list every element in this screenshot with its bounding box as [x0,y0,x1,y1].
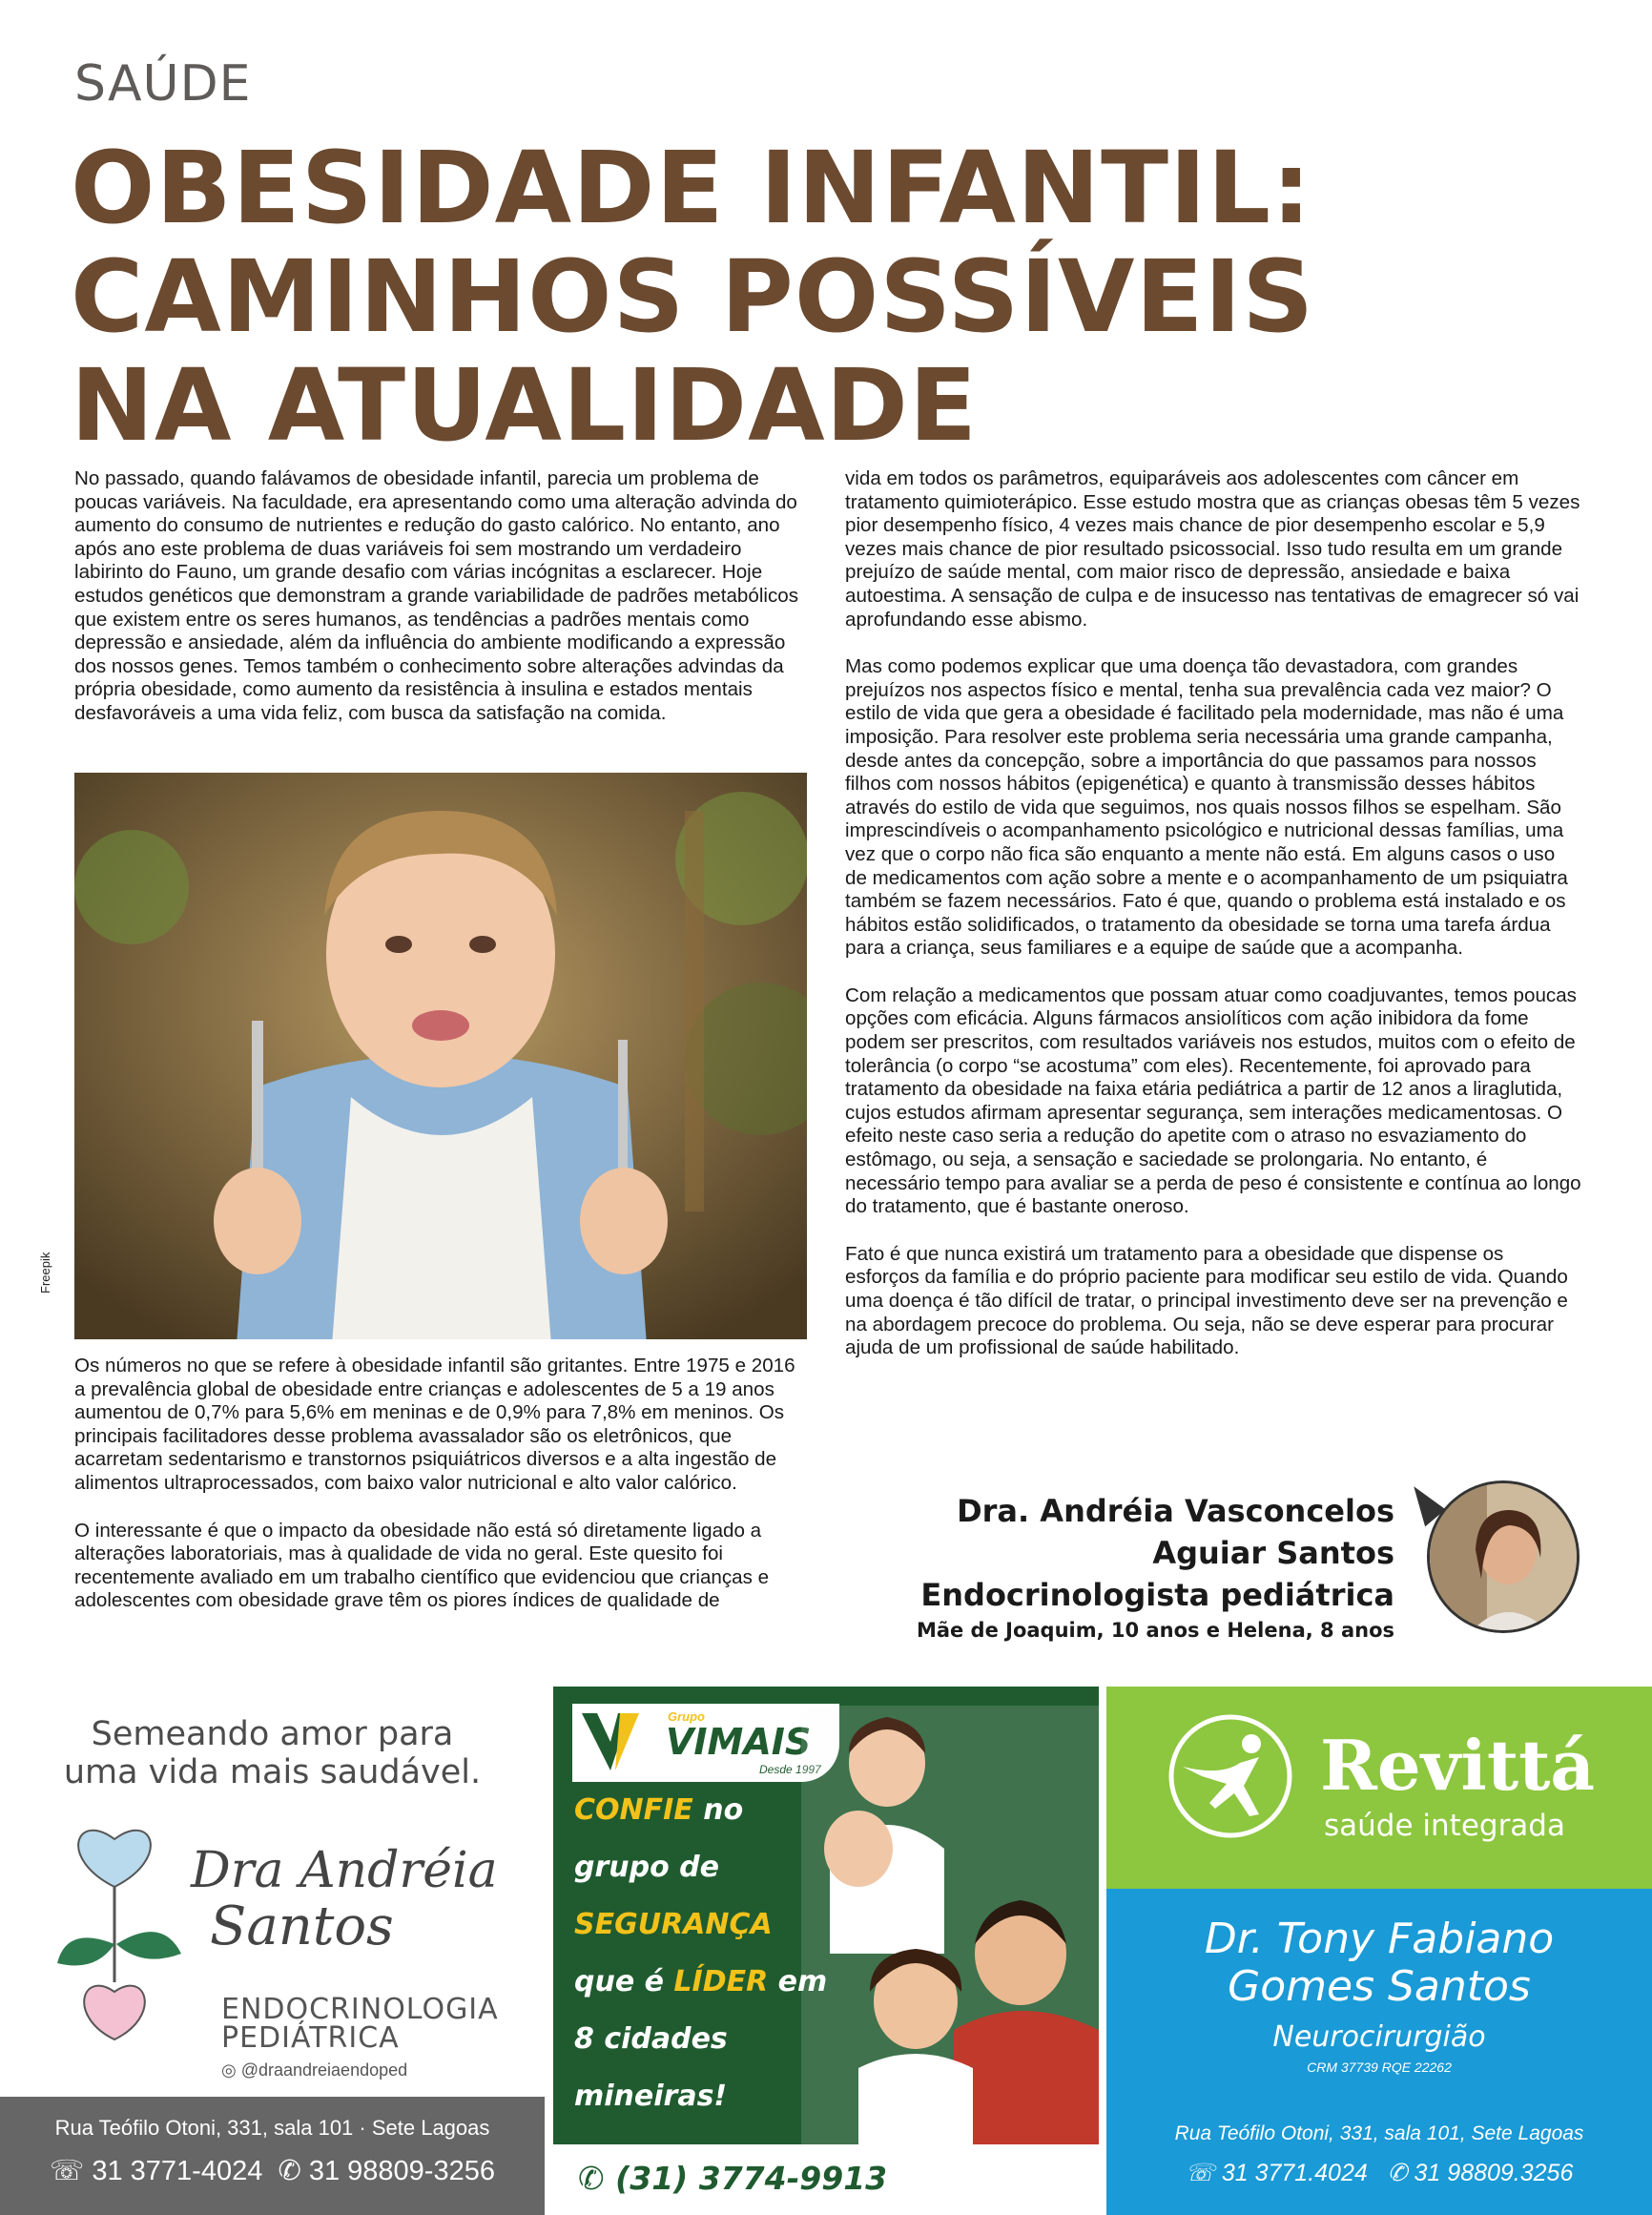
article-column-right [845,467,1581,1384]
ad1-phones [0,2154,545,2187]
ad3-address: Rua Teófilo Otoni, 331, sala 101, Sete Lagoas [1174,2122,1584,2144]
ad3-whatsapp[interactable]: 31 98809.3256 [1414,2160,1574,2186]
ad3-specialty: Neurocirurgião [1272,2020,1486,2054]
ad2-highlight: LÍDER [673,1965,769,1998]
paragraph: No passado, quando falávamos de obesidade infantil, parecia um problema de poucas variáveis. Na faculdade, era apresentando como uma alteração advinda do aumento do consumo de nutrientes e redução do gasto calórico. No entanto, ano após ano este problema de duas variáveis foi sem mostrando um verdadeiro labirinto do Fauno, um grande desafio com várias incógnitas a esclarecer. Hoje estudos genéticos que demonstram a grande variabilidade de padrões metabólicos que existem entre os seres humanos, as tendências a padrões mentais como depressão e ansiedade, além da influência do ambiente modificando a expressão dos nossos genes. Temos também o conhecimento sobre alterações advindas da própria obesidade, como aumento da resistência à insulina e estados mentais desfavoráveis a uma vida feliz, com busca da satisfação na comida. [74,467,799,724]
ad3-brand-sub: saúde integrada [1324,1809,1565,1843]
ad1-tagline-line: Semeando amor para [91,1715,454,1753]
ad-grupo-vimais[interactable] [553,1687,1099,2215]
ad3-brand-panel [1106,1687,1652,1889]
ad-dra-andreia[interactable] [0,1687,545,2215]
ad2-highlight: CONFIE [574,1793,693,1827]
ad1-address: Rua Teófilo Otoni, 331, sala 101 · Sete Lagoas [54,2116,490,2140]
section-label: SAÚDE [74,55,252,113]
article-headline [71,130,1315,464]
ad1-specialty [221,1993,499,2055]
ad2-slogan-line: 8 cidades [574,2022,728,2056]
paragraph: Fato é que nunca existirá um tratamento para a obesidade que dispense os esforços da família e do próprio paciente para modificar seu estilo de vida. Quando uma doença é tão difícil de tratar, o principal investimento deve ser na prevenção e na abordagem precoce do problema. Ou seja, não se deve esperar para procurar ajuda de um profissional de saúde habilitado. [845,1242,1568,1359]
child-with-cutlery-photo [74,773,807,1339]
ad2-slogan-text: em [768,1965,828,1998]
article-column-left-bottom [74,1355,807,1637]
ad1-instagram[interactable] [221,2060,407,2080]
svg-text:Santos: Santos [210,1895,394,1957]
article-photo [74,773,807,1339]
advertisement-band [0,1687,1652,2215]
ad3-crm: CRM 37739 RQE 22262 [1307,2060,1452,2075]
ad3-doctor-panel [1106,1889,1652,2215]
headline-line: NA ATUALIDADE [71,347,978,464]
author-name: Aguiar Santos [1152,1535,1394,1571]
author-note: Mãe de Joaquim, 10 anos e Helena, 8 anos [916,1619,1394,1642]
ad2-slogan-text: no [692,1793,744,1827]
ad2-family-photo [801,1706,1099,2215]
whatsapp-icon: ✆ [1387,2160,1408,2186]
ad2-slogan-line: mineiras! [574,2080,728,2113]
article-column-left-top [74,467,807,750]
author-role: Endocrinologista pediátrica [920,1577,1394,1613]
ad1-specialty-line: ENDOCRINOLOGIA [221,1993,499,2026]
ad2-slogan-text: que é [574,1965,674,1998]
ad3-phones [1106,2159,1652,2187]
ad2-slogan-line [574,1782,832,1839]
ad2-slogan-line: grupo de [574,1851,719,1884]
ad2-slogan-line: SEGURANÇA [574,1908,773,1941]
ad-revitta[interactable] [1106,1687,1652,2215]
svg-text:Dra Andréia: Dra Andréia [191,1842,498,1899]
ad1-phone[interactable]: 31 3771-4024 [92,2156,263,2186]
ad1-specialty-line: PEDIÁTRICA [221,2021,400,2055]
ad2-phone-number: (31) 3774-9913 [615,2160,888,2197]
ad2-since: Desde 1997 [759,1763,821,1776]
author-portrait [1430,1483,1580,1633]
ad1-footer [0,2097,545,2215]
ad3-brand-name: Revittá [1320,1725,1595,1806]
ad1-tagline-line: uma vida mais saudável. [63,1753,482,1791]
headline-line: CAMINHOS POSSÍVEIS [71,238,1315,355]
instagram-icon: ◎ [221,2060,241,2080]
paragraph: Os números no que se refere à obesidade infantil são gritantes. Entre 1975 e 2016 a prevalência global de obesidade entre crianças e adolescentes de 5 a 19 anos aumentou de 0,7% para 5,6% em meninas e de 0,9% para 7,8% em meninos. Os principais facilitadores desse problema avassalador são os eletrônicos, que acarretam sedentarismo e transtornos psiquiátricos diversos e a alta ingestão de alimentos ultraprocessados, com baixo valor nutricional e alto valor calórico. [74,1355,795,1494]
ad3-figure-logo-icon [1164,1709,1297,1843]
ad1-instagram-handle: @draandreiaendoped [240,2060,408,2080]
ad2-brand-name: VIMAIS [666,1721,812,1763]
phone-icon: ✆ [578,2160,605,2197]
ad2-slogan [574,1782,832,2125]
ad3-doctor-name [1106,1915,1652,2011]
ad3-doctor-name-line: Dr. Tony Fabiano [1204,1915,1555,1963]
paragraph: Mas como podemos explicar que uma doença tão devastadora, com grandes prejuízos nos aspectos físico e mental, tenha sua prevalência cada vez maior? O estilo de vida que gera a obesidade é facilitado pela modernidade, mas não é uma imposição. Para resolver este problema seria necessária uma grande campanha, desde antes da concepção, sobre a importância do que passamos para nossos filhos com nossos hábitos (epigenética) e quanto à transmissão desses hábitos através do estilo de vida que seguimos, nos quais nossos filhos se espelham. São imprescindíveis o acompanhamento psicológico e nutricional dessas famílias, uma vez que o corpo não fica são enquanto a mente não está. Em alguns casos o uso de medicamentos com ação sobre a mente e o acompanhamento de um psiquiatra também se fazem necessários. Fato é que, quando o problema está instalado e os hábitos estão solidificados, o tratamento da obesidade se torna uma tarefa árdua para a criança, seus familiares e a equipe de saúde que a acompanha. [845,655,1568,960]
author-name: Dra. Andréia Vasconcelos [957,1493,1394,1529]
paragraph: O interessante é que o impacto da obesidade não está só diretamente ligado a alterações laboratoriais, mas à qualidade de vida no geral. Este quesito foi recentemente avaliado em um trabalho científico que evidenciou que crianças e adolescentes com obesidade grave têm os piores índices de qualidade de [74,1519,770,1612]
phone-icon: ☏ [50,2156,85,2186]
author-avatar [1427,1480,1580,1633]
paragraph: vida em todos os parâmetros, equiparáveis aos adolescentes com câncer em tratamento quimioterápico. Esse estudo mostra que as crianças obesas têm 5 vezes pior desempenho físico, 4 vezes mais chance de pior desempenho escolar e 5,9 vezes mais chance de pior resultado psicossocial. Isso tudo resulta em um grande prejuízo de saúde mental, com maior risco de depressão, ansiedade e baixa autoestima. A sensação de culpa e de insucesso nas tentativas de emagrecer só vai aprofundando esse abismo. [845,467,1580,631]
headline-line: OBESIDADE INFANTIL: [71,130,1312,246]
paragraph: Com relação a medicamentos que possam atuar como coadjuvantes, temos poucas opções com eficácia. Alguns fármacos ansiolíticos com ação inibidora da fome podem ser prescritos, com resultados variáveis nos estudos, muitos com o efeito de tolerância (o corpo “se acostuma” com eles). Recentemente, foi aprovado para tratamento da obesidade na faixa etária pediátrica a partir de 12 anos a liraglutida, cujos estudos afirmam apresentar segurança, sem interações medicamentosas. O efeito neste caso seria a redução do apetite com o atraso no esvaziamento do estômago, ou seja, a sensação e saciedade se prolongaria. No entanto, é necessário tempo para avaliar se a perda de peso é consistente e contínua ao longo do tratamento, que é bastante oneroso. [845,983,1581,1218]
ad2-brand-box [572,1704,839,1782]
photo-credit: Freepik [38,1252,52,1294]
ad3-phone[interactable]: 31 3771.4024 [1221,2160,1368,2186]
ad2-group-label: Grupo [668,1709,705,1724]
ad2-slogan-line [574,1954,832,2011]
whatsapp-icon: ✆ [278,2156,301,2186]
ad1-whatsapp[interactable]: 31 98809-3256 [308,2156,495,2186]
author-signature [917,1490,1394,1645]
ad3-doctor-name-line: Gomes Santos [1228,1962,1531,2011]
ad2-phone-bar[interactable] [553,2144,1099,2215]
phone-icon: ☏ [1185,2160,1215,2186]
ad1-tagline [0,1715,545,1791]
